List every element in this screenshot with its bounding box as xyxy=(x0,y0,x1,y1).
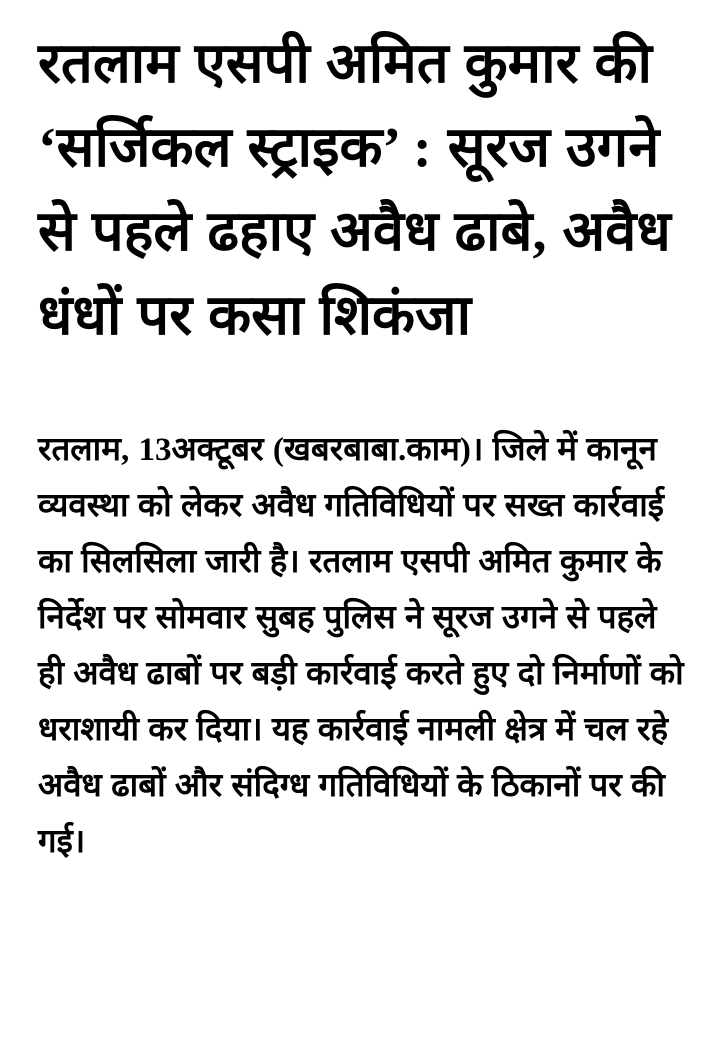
article-headline: रतलाम एसपी अमित कुमार की ‘सर्जिकल स्ट्राइक’ : सूरज उगने से पहले ढहाए अवैध ढाबे, अवैध धंधों पर कसा शिकंजा xyxy=(38,33,671,347)
article-body-paragraph: रतलाम, 13अक्टूबर (खबरबाबा.काम)। जिले में कानून व्यवस्था को लेकर अवैध गतिविधियों पर सख्त कार्रवाई का सिलसिला जारी है। रतलाम एसपी अमित कुमार के निर्देश पर सोमवार सुबह पुलिस ने सूरज उगने से पहले ही अवैध ढाबों पर बड़ी कार्रवाई करते हुए दो निर्माणों को धराशायी कर दिया। यह कार्रवाई नामली क्षेत्र में चल रहे अवैध ढाबों और संदिग्ध गतिविधियों के ठिकानों पर की गई। xyxy=(38,432,684,860)
